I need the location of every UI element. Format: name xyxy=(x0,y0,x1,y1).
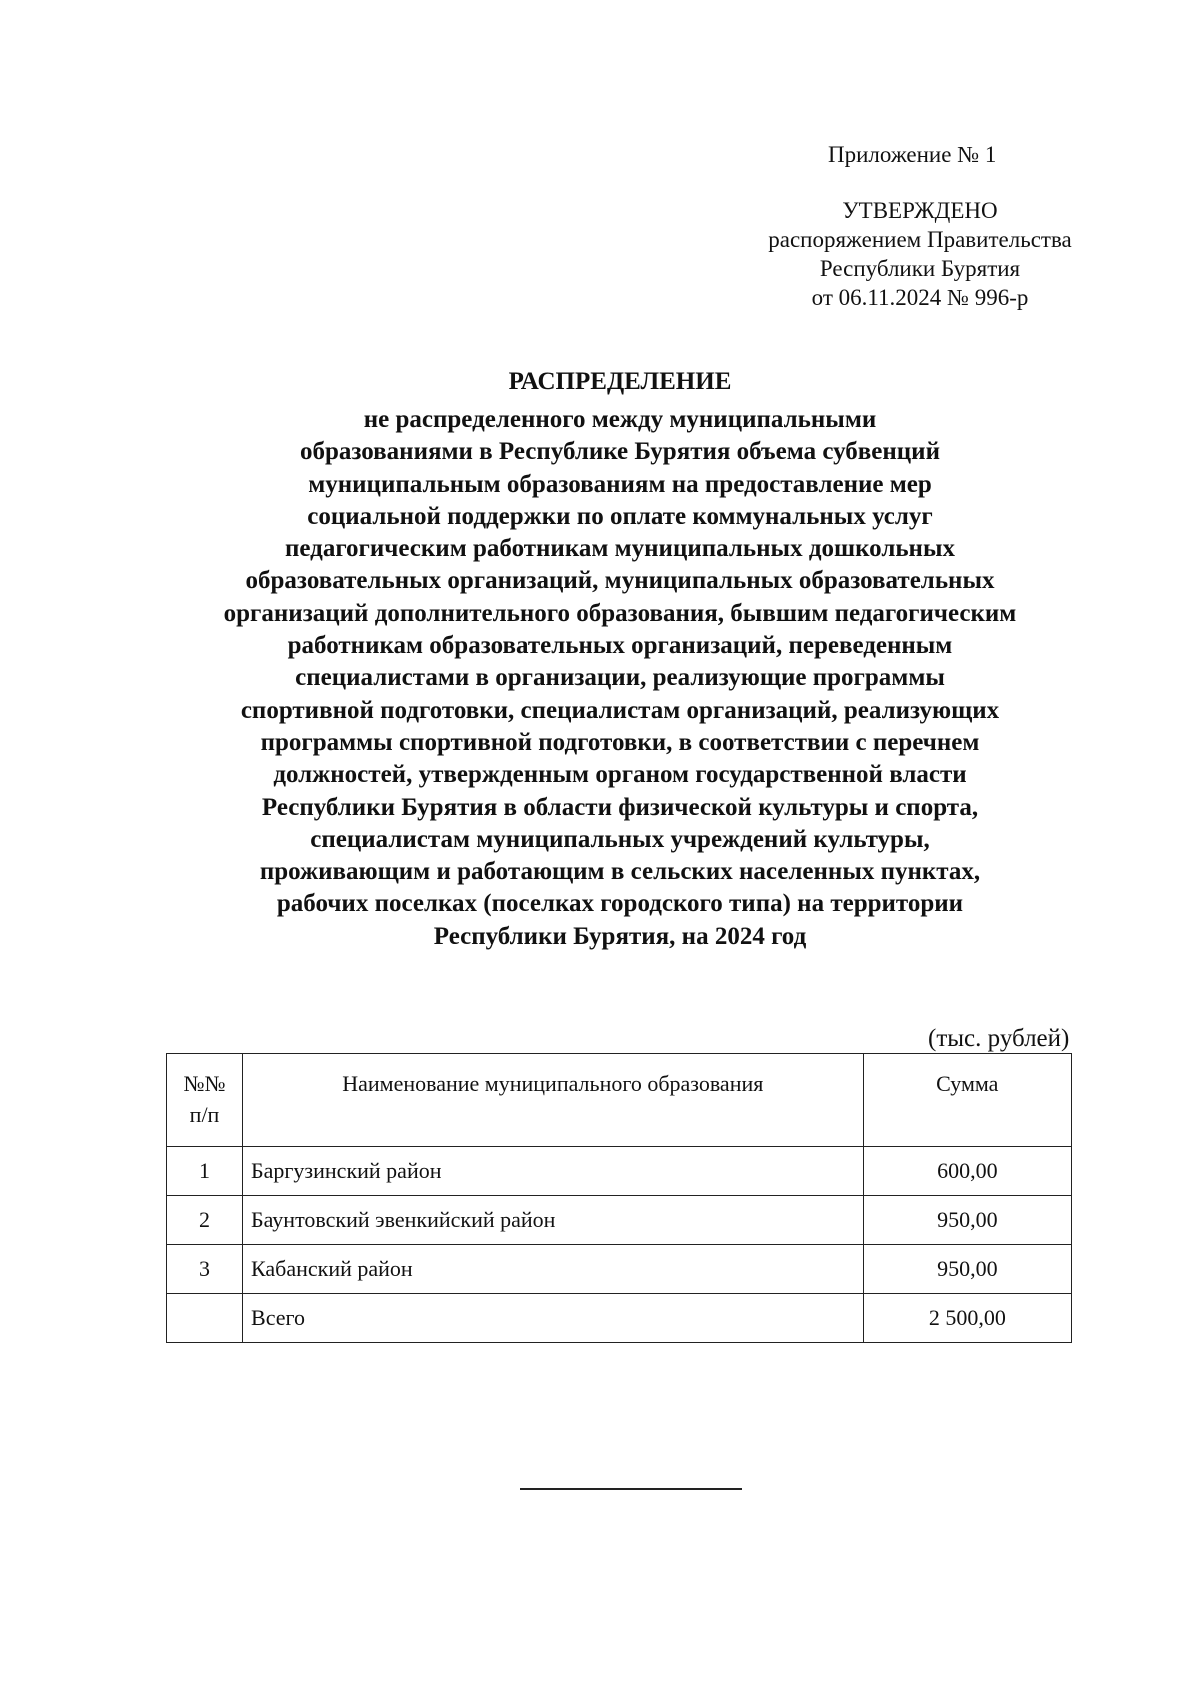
subtitle-line: рабочих поселках (поселках городского типа) на территории xyxy=(276,890,964,918)
document-title: РАСПРЕДЕЛЕНИЕ xyxy=(508,368,732,395)
subtitle-line: спортивной подготовки, специалистам организаций, реализующих xyxy=(240,696,1000,724)
approval-date-number: от 06.11.2024 № 996-р xyxy=(811,285,1029,310)
row-name: Кабанский район xyxy=(243,1245,864,1294)
subtitle-line: муниципальным образованиям на предоставление мер xyxy=(308,470,932,498)
header-sum: Сумма xyxy=(863,1054,1071,1147)
subtitle-line: не распределенного между муниципальными xyxy=(363,406,877,433)
subtitle-line: социальной поддержки по оплате коммунальных услуг xyxy=(307,502,933,530)
appendix-label: Приложение № 1 xyxy=(828,142,997,167)
subtitle-line: Республики Бурятия в области физической культуры и спорта, xyxy=(261,793,979,821)
subtitle-line: Республики Бурятия, на 2024 год xyxy=(433,922,807,950)
subtitle-line: специалистами в организации, реализующие программы xyxy=(295,664,945,692)
header-number-line1: №№ xyxy=(183,1071,226,1096)
subtitle-line: проживающим и работающим в сельских населенных пунктах, xyxy=(259,858,981,886)
approval-authority: распоряжением Правительства xyxy=(768,227,1072,252)
footer-divider xyxy=(520,1488,742,1490)
approval-region: Республики Бурятия xyxy=(819,256,1021,281)
approval-status: УТВЕРЖДЕНО xyxy=(842,198,998,223)
total-sum: 2 500,00 xyxy=(863,1294,1071,1343)
subtitle-line: образовательных организаций, муниципальных образовательных xyxy=(245,567,995,595)
subtitle-line: специалистам муниципальных учреждений культуры, xyxy=(310,825,930,853)
row-sum: 600,00 xyxy=(863,1147,1071,1196)
subtitle-line: организаций дополнительного образования, бывшим педагогическим xyxy=(223,599,1017,627)
table-header-row xyxy=(167,1054,1072,1147)
row-number: 1 xyxy=(167,1147,243,1196)
total-number xyxy=(167,1294,243,1343)
total-label: Всего xyxy=(243,1294,864,1343)
subtitle-line: работникам образовательных организаций, переведенным xyxy=(287,632,953,660)
table-body xyxy=(167,1147,1072,1343)
approval-block xyxy=(740,196,1100,312)
subtitle-line: педагогическим работникам муниципальных дошкольных xyxy=(285,535,955,563)
table-row xyxy=(167,1147,1072,1196)
subtitle-line: программы спортивной подготовки, в соответствии с перечнем xyxy=(260,728,980,756)
table-header xyxy=(167,1054,1072,1147)
row-sum: 950,00 xyxy=(863,1245,1071,1294)
distribution-table xyxy=(166,1053,1072,1343)
subtitle-line: должностей, утвержденным органом государственной власти xyxy=(273,761,967,789)
units-label: (тыс. рублей) xyxy=(928,1025,1070,1052)
table-row xyxy=(167,1245,1072,1294)
row-name: Баргузинский район xyxy=(243,1147,864,1196)
header-number-line2: п/п xyxy=(189,1102,220,1127)
subtitle-line: образованиями в Республике Бурятия объема субвенций xyxy=(299,438,940,466)
row-name: Баунтовский эвенкийский район xyxy=(243,1196,864,1245)
row-number: 3 xyxy=(167,1245,243,1294)
row-sum: 950,00 xyxy=(863,1196,1071,1245)
table-row xyxy=(167,1196,1072,1245)
header-name: Наименование муниципального образования xyxy=(243,1054,864,1147)
row-number: 2 xyxy=(167,1196,243,1245)
table-total-row xyxy=(167,1294,1072,1343)
header-number xyxy=(167,1054,243,1147)
document-subtitle xyxy=(130,404,1110,953)
